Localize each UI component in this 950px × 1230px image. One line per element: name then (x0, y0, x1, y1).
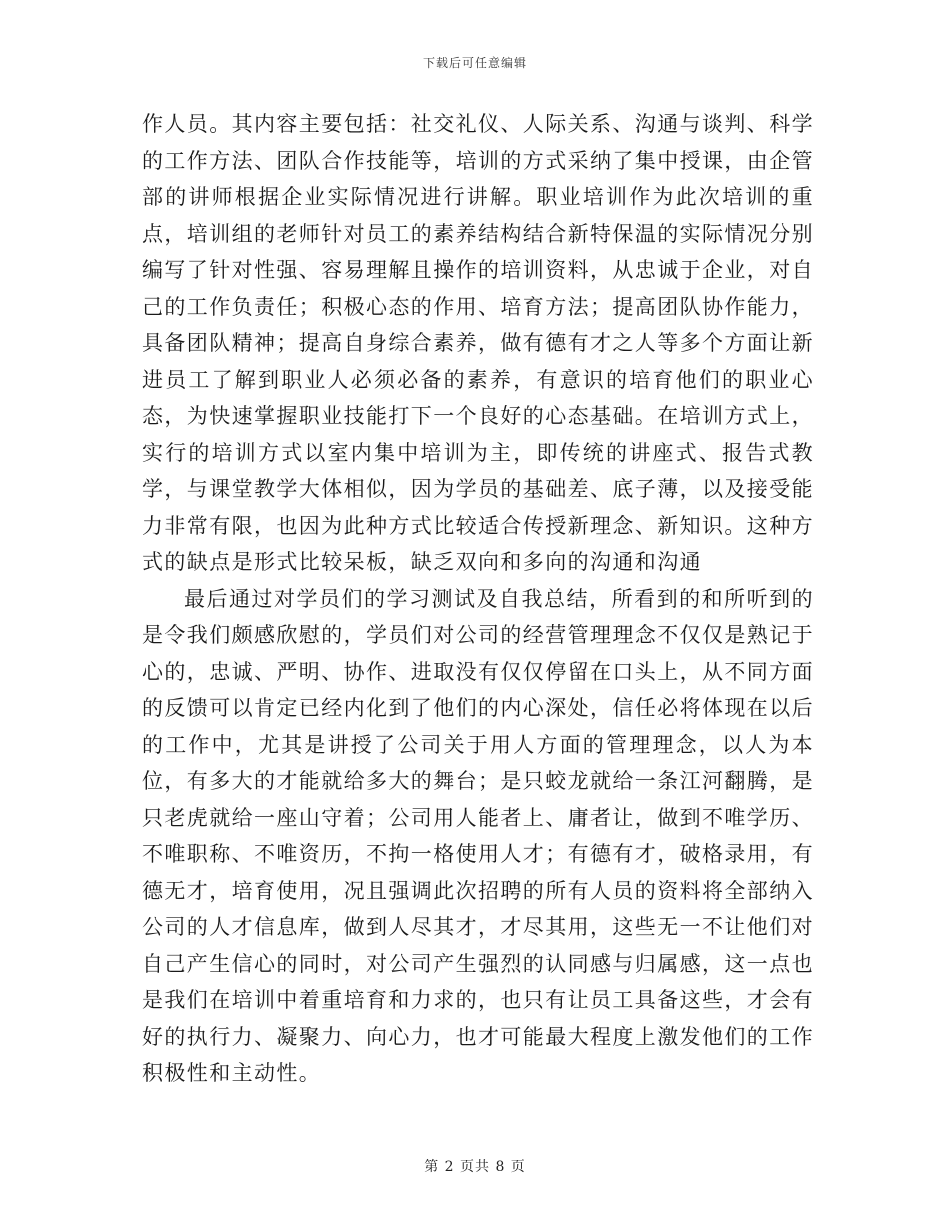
page-number-footer: 第 2 页共 8 页 (424, 1159, 526, 1175)
document-body (142, 106, 814, 1092)
body-paragraph-2: 最后通过对学员们的学习测试及自我总结，所看到的和所听到的是令我们颇感欣慰的，学员们对公司的经营管理理念不仅仅是熟记于心的，忠诚、严明、协作、进取没有仅仅停留在口头上，从不同方面的反馈可以肯定已经内化到了他们的内心深处，信任必将体现在以后的工作中，尤其是讲授了公司关于用人方面的管理理念，以人为本位，有多大的才能就给多大的舞台；是只蛟龙就给一条江河翻腾，是只老虎就给一座山守着；公司用人能者上、庸者让，做到不唯学历、不唯职称、不唯资历，不拘一格使用人才；有德有才，破格录用，有德无才，培育使用，况且强调此次招聘的所有人员的资料将全部纳入公司的人才信息库，做到人尽其才，才尽其用，这些无一不让他们对自己产生信心的同时，对公司产生强烈的认同感与归属感，这一点也是我们在培训中着重培育和力求的，也只有让员工具备这些，才会有好的执行力、凝聚力、向心力，也才可能最大程度上激发他们的工作积极性和主动性。 (142, 586, 814, 1085)
page-header-note: 下载后可任意编辑 (422, 56, 527, 70)
body-paragraph-1: 作人员。其内容主要包括：社交礼仪、人际关系、沟通与谈判、科学的工作方法、团队合作技能等，培训的方式采纳了集中授课，由企管部的讲师根据企业实际情况进行讲解。职业培训作为此次培训的重点，培训组的老师针对员工的素养结构结合新特保温的实际情况分别编写了针对性强、容易理解且操作的培训资料，从忠诚于企业，对自己的工作负责任；积极心态的作用、培育方法；提高团队协作能力，具备团队精神；提高自身综合素养，做有德有才之人等多个方面让新进员工了解到职业人必须必备的素养，有意识的培育他们的职业心态，为快速掌握职业技能打下一个良好的心态基础。在培训方式上，实行的培训方式以室内集中培训为主，即传统的讲座式、报告式教学，与课堂教学大体相似，因为学员的基础差、底子薄，以及接受能力非常有限，也因为此种方式比较适合传授新理念、新知识。这种方式的缺点是形式比较呆板，缺乏双向和多向的沟通和沟通 (142, 112, 814, 574)
